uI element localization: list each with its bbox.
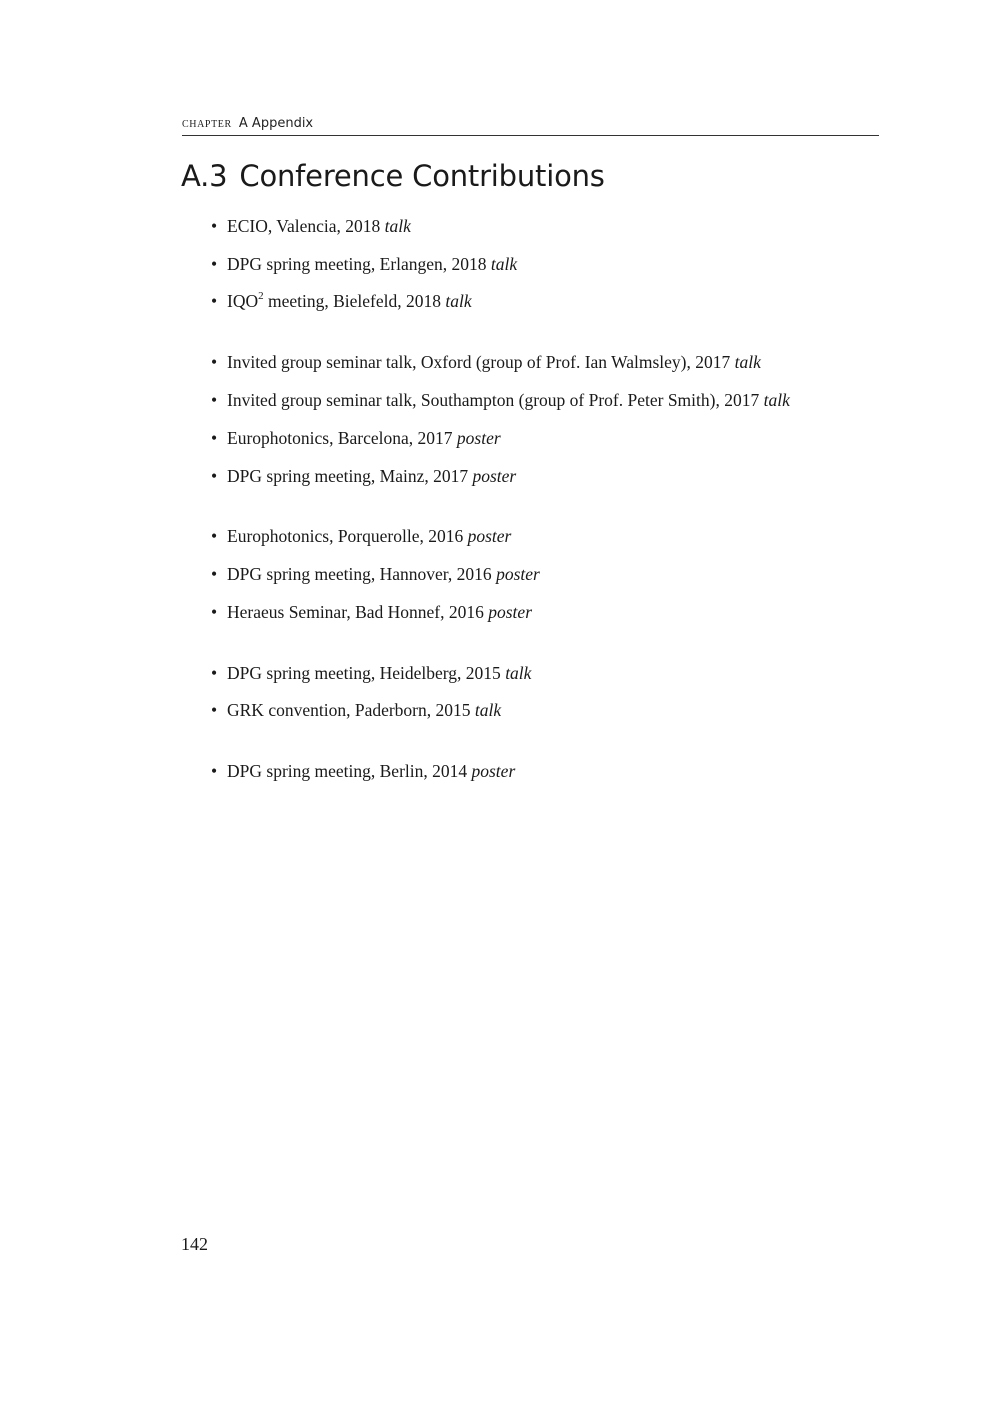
item-text: Europhotonics, Porquerolle, 2016 (227, 526, 464, 546)
bullet-icon: • (211, 700, 218, 720)
item-type: talk (490, 254, 518, 274)
bullet-icon: • (211, 390, 218, 410)
item-text: Invited group seminar talk, Oxford (group of Prof. Ian Walmsley), 2017 (227, 352, 731, 372)
list-item (211, 563, 540, 585)
item-text: DPG spring meeting, Berlin, 2014 (227, 761, 468, 781)
list-item (211, 525, 511, 547)
list-item (211, 760, 515, 782)
list-item (211, 253, 517, 275)
section-number: A.3 (181, 159, 228, 193)
item-text: GRK convention, Paderborn, 2015 (227, 700, 471, 720)
item-type: talk (445, 291, 472, 311)
item-text: IQO (227, 291, 259, 311)
chapter-word: CHAPTER (182, 119, 232, 130)
item-text: DPG spring meeting, Erlangen, 2018 (227, 254, 487, 274)
item-type: poster (471, 761, 516, 781)
bullet-icon: • (211, 663, 218, 683)
item-text-continued: meeting, Bielefeld, 2018 (263, 291, 441, 311)
bullet-icon: • (211, 526, 218, 546)
list-item (211, 215, 411, 237)
list-item (211, 351, 761, 373)
item-text: Heraeus Seminar, Bad Honnef, 2016 (227, 602, 484, 622)
list-item (211, 699, 501, 721)
item-type: poster (488, 602, 532, 622)
item-superscript: 2 (258, 290, 264, 303)
item-type: talk (384, 216, 411, 236)
item-text: DPG spring meeting, Mainz, 2017 (227, 466, 469, 486)
page-number: 142 (181, 1234, 208, 1254)
list-item (211, 389, 790, 411)
bullet-icon: • (211, 428, 218, 448)
chapter-label: A Appendix (238, 116, 314, 131)
item-type: poster (496, 564, 540, 584)
item-type: poster (467, 526, 512, 546)
item-type: poster (456, 428, 501, 448)
list-item (211, 290, 472, 312)
running-header (182, 116, 879, 136)
item-text: Europhotonics, Barcelona, 2017 (227, 428, 453, 448)
bullet-icon: • (211, 564, 218, 584)
list-item (211, 427, 501, 449)
bullet-icon: • (211, 291, 218, 311)
item-type: talk (763, 390, 790, 410)
bullet-icon: • (211, 466, 218, 486)
section-title (181, 159, 605, 193)
bullet-icon: • (211, 761, 218, 781)
item-type: poster (472, 466, 517, 486)
list-item (211, 662, 531, 684)
section-title-text: Conference Contributions (239, 159, 605, 193)
bullet-icon: • (211, 216, 218, 236)
bullet-icon: • (211, 352, 218, 372)
bullet-icon: • (211, 254, 218, 274)
list-item (211, 465, 516, 487)
item-text: Invited group seminar talk, Southampton (group of Prof. Peter Smith), 2017 (227, 390, 760, 410)
bullet-icon: • (211, 602, 218, 622)
list-item (211, 601, 532, 623)
item-text: DPG spring meeting, Hannover, 2016 (227, 564, 492, 584)
item-type: talk (474, 700, 502, 720)
item-type: talk (734, 352, 761, 372)
item-text: DPG spring meeting, Heidelberg, 2015 (227, 663, 501, 683)
item-text: ECIO, Valencia, 2018 (227, 216, 381, 236)
item-type: talk (505, 663, 532, 683)
